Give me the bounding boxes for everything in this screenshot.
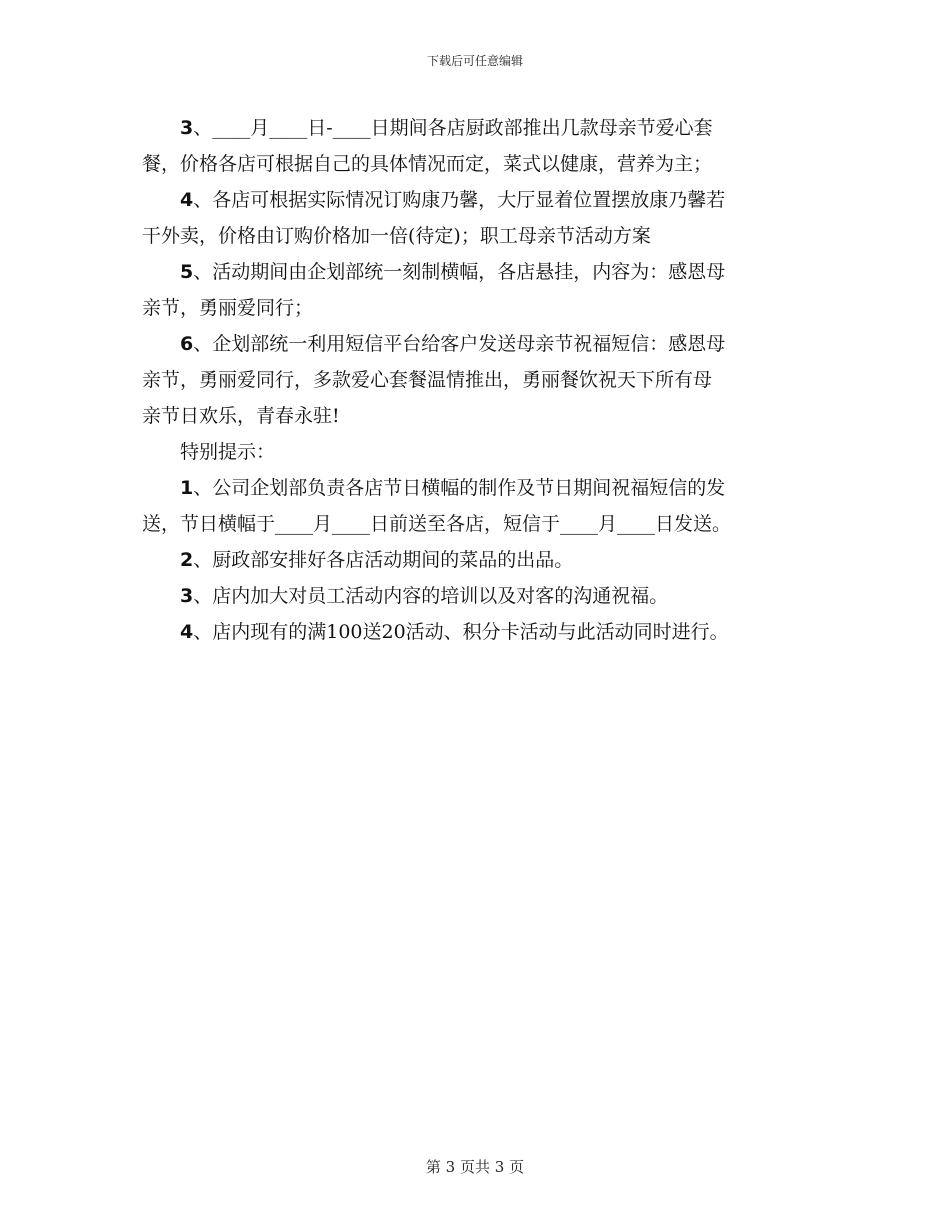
item-number: 1 — [180, 477, 194, 499]
item-number: 4 — [180, 189, 194, 211]
item-number: 6 — [180, 333, 194, 355]
note-item-3 — [142, 578, 812, 614]
paragraph-line: 、公司企划部负责各店节日横幅的制作及节日期间祝福短信的发 — [193, 477, 726, 499]
paragraph-line: 亲节，勇丽爱同行； — [142, 297, 314, 319]
paragraph-line: 、企划部统一利用短信平台给客户发送母亲节祝福短信：感恩母 — [193, 333, 726, 355]
paragraph-line: 、厨政部安排好各店活动期间的菜品的出品。 — [193, 549, 574, 571]
item-number: 2 — [180, 549, 194, 571]
paragraph-line: 送，节日横幅于____月____日前送至各店，短信于____月____日发送。 — [142, 513, 732, 535]
paragraph-line: 、各店可根据实际情况订购康乃馨，大厅显着位置摆放康乃馨若 — [193, 189, 726, 211]
paragraph-line: 亲节，勇丽爱同行，多款爱心套餐温情推出，勇丽餐饮祝天下所有母 — [142, 369, 713, 391]
paragraph-line: 、____月____日-____日期间各店厨政部推出几款母亲节爱心套 — [193, 117, 713, 139]
note-item-4 — [142, 614, 812, 650]
paragraph-line: 特别提示： — [180, 441, 276, 463]
paragraph-item-6 — [142, 326, 812, 434]
paragraph-item-3 — [142, 110, 812, 182]
paragraph-line: 、店内加大对员工活动内容的培训以及对客的沟通祝福。 — [193, 585, 669, 607]
paragraph-line: 餐，价格各店可根据自己的具体情况而定，菜式以健康，营养为主； — [142, 153, 713, 175]
special-notes-heading — [142, 434, 812, 470]
item-number: 3 — [180, 585, 194, 607]
item-number: 3 — [180, 117, 194, 139]
item-number: 4 — [180, 621, 194, 643]
item-number: 5 — [180, 261, 194, 283]
paragraph-item-4 — [142, 182, 812, 254]
note-item-2 — [142, 542, 812, 578]
page-footer: 第 3 页共 3 页 — [425, 1158, 525, 1176]
paragraph-line: 干外卖，价格由订购价格加一倍(待定)；职工母亲节活动方案 — [142, 225, 651, 247]
paragraph-line: 亲节日欢乐，青春永驻! — [142, 405, 340, 427]
paragraph-item-5 — [142, 254, 812, 326]
paragraph-line: 、活动期间由企划部统一刻制横幅，各店悬挂，内容为：感恩母 — [193, 261, 726, 283]
document-body — [142, 110, 812, 650]
note-item-1 — [142, 470, 812, 542]
page-header: 下载后可任意编辑 — [426, 54, 523, 68]
paragraph-line: 、店内现有的满100送20活动、积分卡活动与此活动同时进行。 — [193, 621, 729, 643]
